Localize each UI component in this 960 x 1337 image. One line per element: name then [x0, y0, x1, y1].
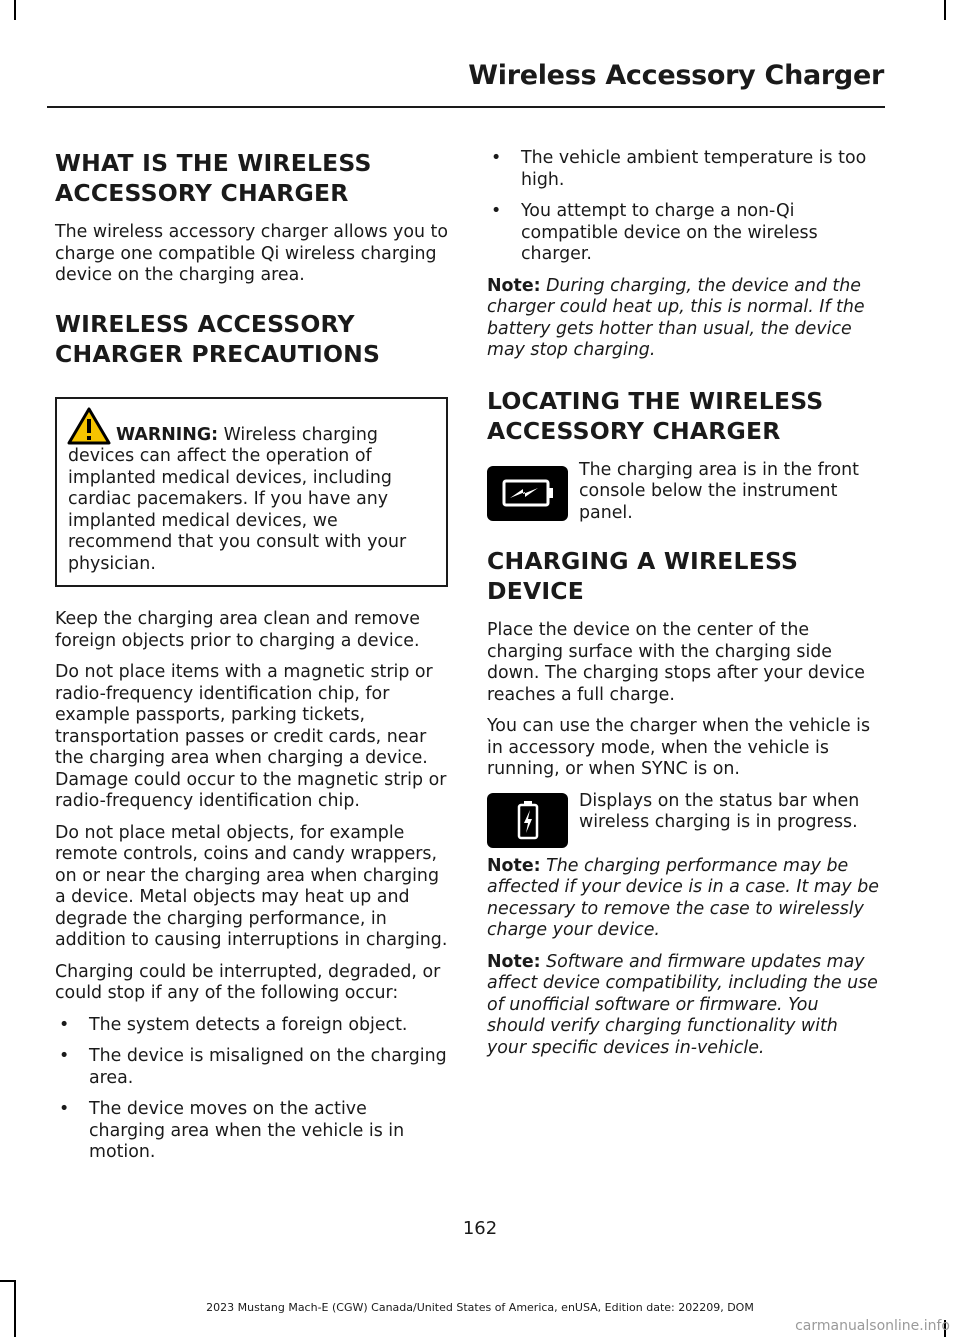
- paragraph: The wireless accessory charger allows you to charge one compatible Qi wireless charging device on the charging area.: [55, 222, 448, 285]
- warning-box: [55, 397, 448, 588]
- crop-mark: [944, 0, 946, 20]
- crop-mark: [0, 1280, 14, 1282]
- note-text: Software and firmware updates may affect device compatibility, including the use of unofficial software or firmware. You should verify charging functionality with your specific devices in-vehicle.: [487, 951, 878, 1058]
- section-heading: WIRELESS ACCESSORY CHARGER PRECAUTIONS: [55, 309, 381, 368]
- note-label: Note:: [487, 275, 541, 296]
- left-column: [55, 148, 448, 1174]
- bullet-list: [55, 1015, 448, 1164]
- right-column: [487, 148, 880, 1069]
- note-label: Note:: [487, 951, 541, 972]
- section-heading: CHARGING A WIRELESS DEVICE: [487, 547, 799, 605]
- crop-mark: [14, 0, 16, 20]
- bullet-list: [487, 148, 880, 266]
- note-text: The charging performance may be affected if your device is in a case. It may be necessary to remove the case to wirelessly charge your device.: [487, 855, 879, 940]
- locate-row: [487, 460, 880, 525]
- warning-triangle-icon: [67, 407, 111, 445]
- list-item: • You attempt to charge a non-Qi compatible device on the wireless charger.: [487, 201, 880, 266]
- status-text: Displays on the status bar when wireless charging is in progress.: [579, 790, 860, 832]
- watermark: carmanualsonline.info: [795, 1318, 950, 1334]
- list-item: • The system detects a foreign object.: [55, 1015, 448, 1037]
- locate-text: The charging area is in the front console below the instrument panel.: [579, 459, 859, 523]
- charging-battery-icon: [487, 793, 568, 848]
- list-item: • The vehicle ambient temperature is too high.: [487, 148, 880, 191]
- note: [487, 856, 880, 942]
- list-item: • The device is misaligned on the charging area.: [55, 1046, 448, 1089]
- page-title: Wireless Accessory Charger: [468, 60, 884, 91]
- status-row: [487, 791, 880, 848]
- list-item: • The device moves on the active charging area when the vehicle is in motion.: [55, 1099, 448, 1164]
- note: [487, 952, 880, 1060]
- warning-text: Wireless charging devices can affect the operation of implanted medical devices, including cardiac pacemakers. If you have any implanted medical devices, we recommend that you consult with your physician.: [68, 424, 407, 574]
- page-number: 162: [462, 1218, 498, 1239]
- paragraph: Do not place metal objects, for example remote controls, coins and candy wrappers, on or near the charging area when charging a device. Metal objects may heat up and degrade the charging performance, in addition to causing interruptions in charging.: [55, 822, 448, 950]
- paragraph: Do not place items with a magnetic strip or radio-frequency identification chip, for example passports, parking tickets, transportation passes or credit cards, near the charging area when charging a device. Damage could occur to the magnetic strip or radio-frequency identification chip.: [55, 662, 447, 811]
- wireless-charging-pad-icon: [487, 466, 568, 521]
- paragraph: Keep the charging area clean and remove foreign objects prior to charging a device.: [55, 609, 421, 651]
- note-text: During charging, the device and the charger could heat up, this is normal. If the battery gets hotter than usual, the device may stop charging.: [487, 275, 865, 360]
- paragraph: You can use the charger when the vehicle is in accessory mode, when the vehicle is running, or when SYNC is on.: [487, 716, 871, 779]
- edition-footer: 2023 Mustang Mach-E (CGW) Canada/United States of America, enUSA, Edition date: 202209, DOM: [206, 1301, 754, 1314]
- note: [487, 276, 880, 362]
- section-heading: WHAT IS THE WIRELESS ACCESSORY CHARGER: [55, 149, 372, 207]
- note-label: Note:: [487, 855, 541, 876]
- paragraph: Charging could be interrupted, degraded, or could stop if any of the following occur:: [55, 961, 441, 1003]
- paragraph: Place the device on the center of the charging surface with the charging side down. The charging stops after your device reaches a full charge.: [487, 620, 865, 705]
- header-divider: [47, 106, 885, 108]
- section-heading: LOCATING THE WIRELESS ACCESSORY CHARGER: [487, 386, 824, 445]
- warning-label: WARNING:: [116, 424, 219, 445]
